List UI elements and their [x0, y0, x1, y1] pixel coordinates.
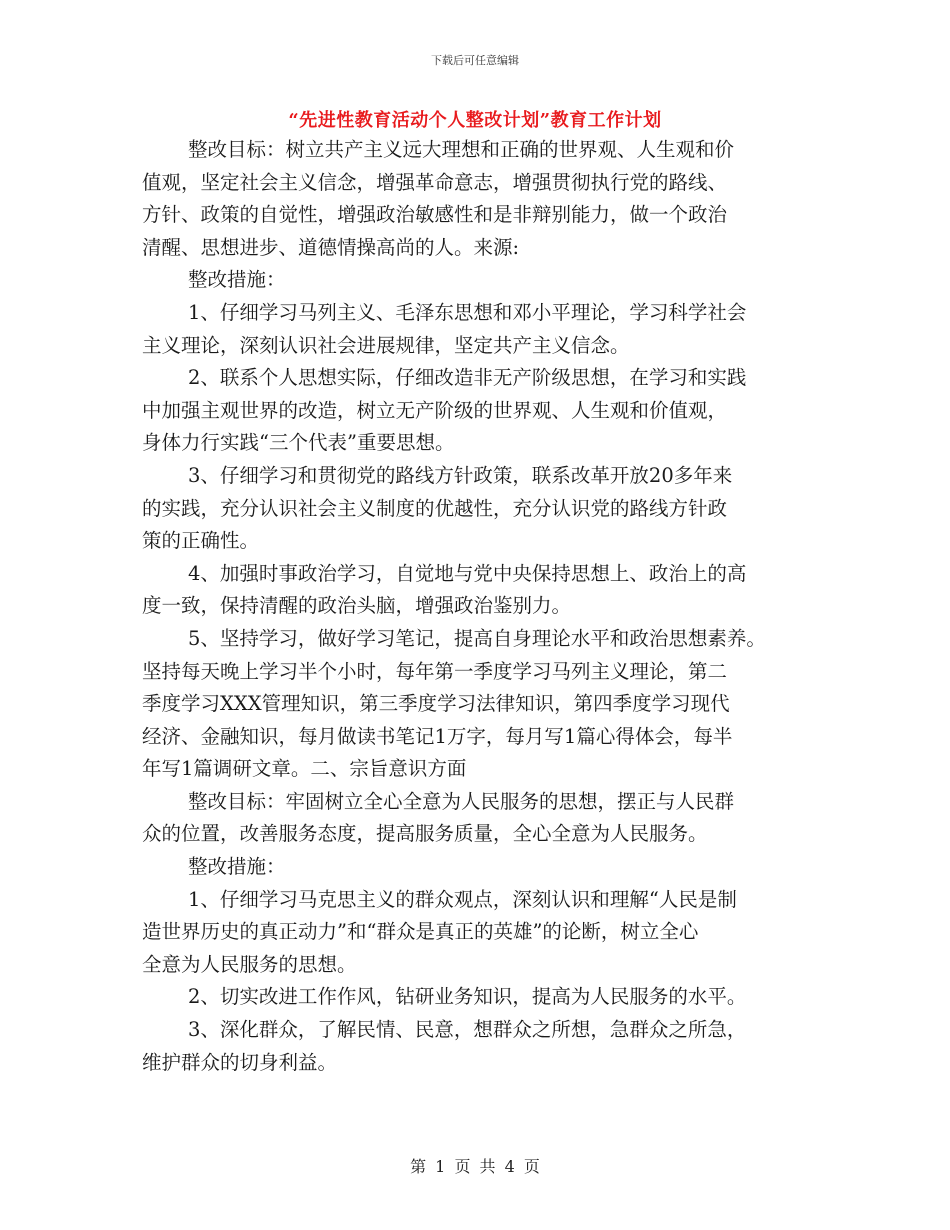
text-line: 的实践，充分认识社会主义制度的优越性，充分认识党的路线方针政 [142, 496, 728, 520]
text-line: 经济、金融知识，每月做读书笔记1万字，每月写1篇心得体会，每半 [142, 724, 733, 748]
text-line: 身体力行实践“三个代表”重要思想。 [142, 431, 455, 455]
text-line: 整改措施： [188, 855, 286, 879]
text-line: 中加强主观世界的改造，树立无产阶级的世界观、人生观和价值观， [142, 398, 728, 422]
page-footer: 第 1 页 共 4 页 [410, 1157, 540, 1176]
text-line: 坚持每天晚上学习半个小时，每年第一季度学习马列主义理论，第二 [142, 659, 728, 683]
document-title: “先进性教育活动个人整改计划”教育工作计划 [288, 110, 662, 131]
text-line: 值观，坚定社会主义信念，增强革命意志，增强贯彻执行党的路线、 [142, 170, 728, 194]
page-header: 下载后可任意编辑 [431, 54, 519, 67]
text-line: 1、仔细学习马列主义、毛泽东思想和邓小平理论，学习科学社会 [188, 300, 747, 324]
text-line: 方针、政策的自觉性，增强政治敏感性和是非辩别能力，做一个政治 [142, 203, 728, 227]
text-line: 维护群众的切身利益。 [142, 1050, 338, 1074]
text-line: 主义理论，深刻认识社会进展规律，坚定共产主义信念。 [142, 333, 630, 357]
text-line: 整改目标：树立共产主义远大理想和正确的世界观、人生观和价 [188, 138, 735, 161]
text-line: 整改目标：牢固树立全心全意为人民服务的思想，摆正与人民群 [188, 789, 735, 813]
text-line: 4、加强时事政治学习，自觉地与党中央保持思想上、政治上的高 [188, 561, 747, 585]
text-line: 3、仔细学习和贯彻党的路线方针政策，联系改革开放20多年来 [188, 463, 733, 487]
text-line: 清醒、思想进步、道德情操高尚的人。来源: [142, 235, 520, 259]
text-line: 年写1篇调研文章。二、宗旨意识方面 [142, 757, 467, 781]
text-line: 造世界历史的真正动力”和“群众是真正的英雄”的论断，树立全心 [142, 920, 699, 944]
text-line: 度一致，保持清醒的政治头脑，增强政治鉴别力。 [142, 594, 572, 618]
text-line: 5、坚持学习，做好学习笔记，提高自身理论水平和政治思想素养。 [188, 626, 766, 650]
text-line: 2、切实改进工作作风，钻研业务知识，提高为人民服务的水平。 [188, 985, 747, 1009]
text-line: 1、仔细学习马克思主义的群众观点，深刻认识和理解“人民是制 [188, 887, 737, 911]
text-line: 3、深化群众，了解民情、民意，想群众之所想，急群众之所急， [188, 1018, 747, 1042]
text-line: 全意为人民服务的思想。 [142, 952, 357, 976]
text-line: 众的位置，改善服务态度，提高服务质量，全心全意为人民服务。 [142, 822, 708, 846]
document-body [142, 134, 832, 1079]
text-line: 季度学习XXX管理知识，第三季度学习法律知识，第四季度学习现代 [142, 692, 730, 716]
text-line: 整改措施： [188, 268, 286, 292]
text-line: 策的正确性。 [142, 529, 260, 553]
text-line: 2、联系个人思想实际，仔细改造非无产阶级思想，在学习和实践 [188, 366, 747, 390]
